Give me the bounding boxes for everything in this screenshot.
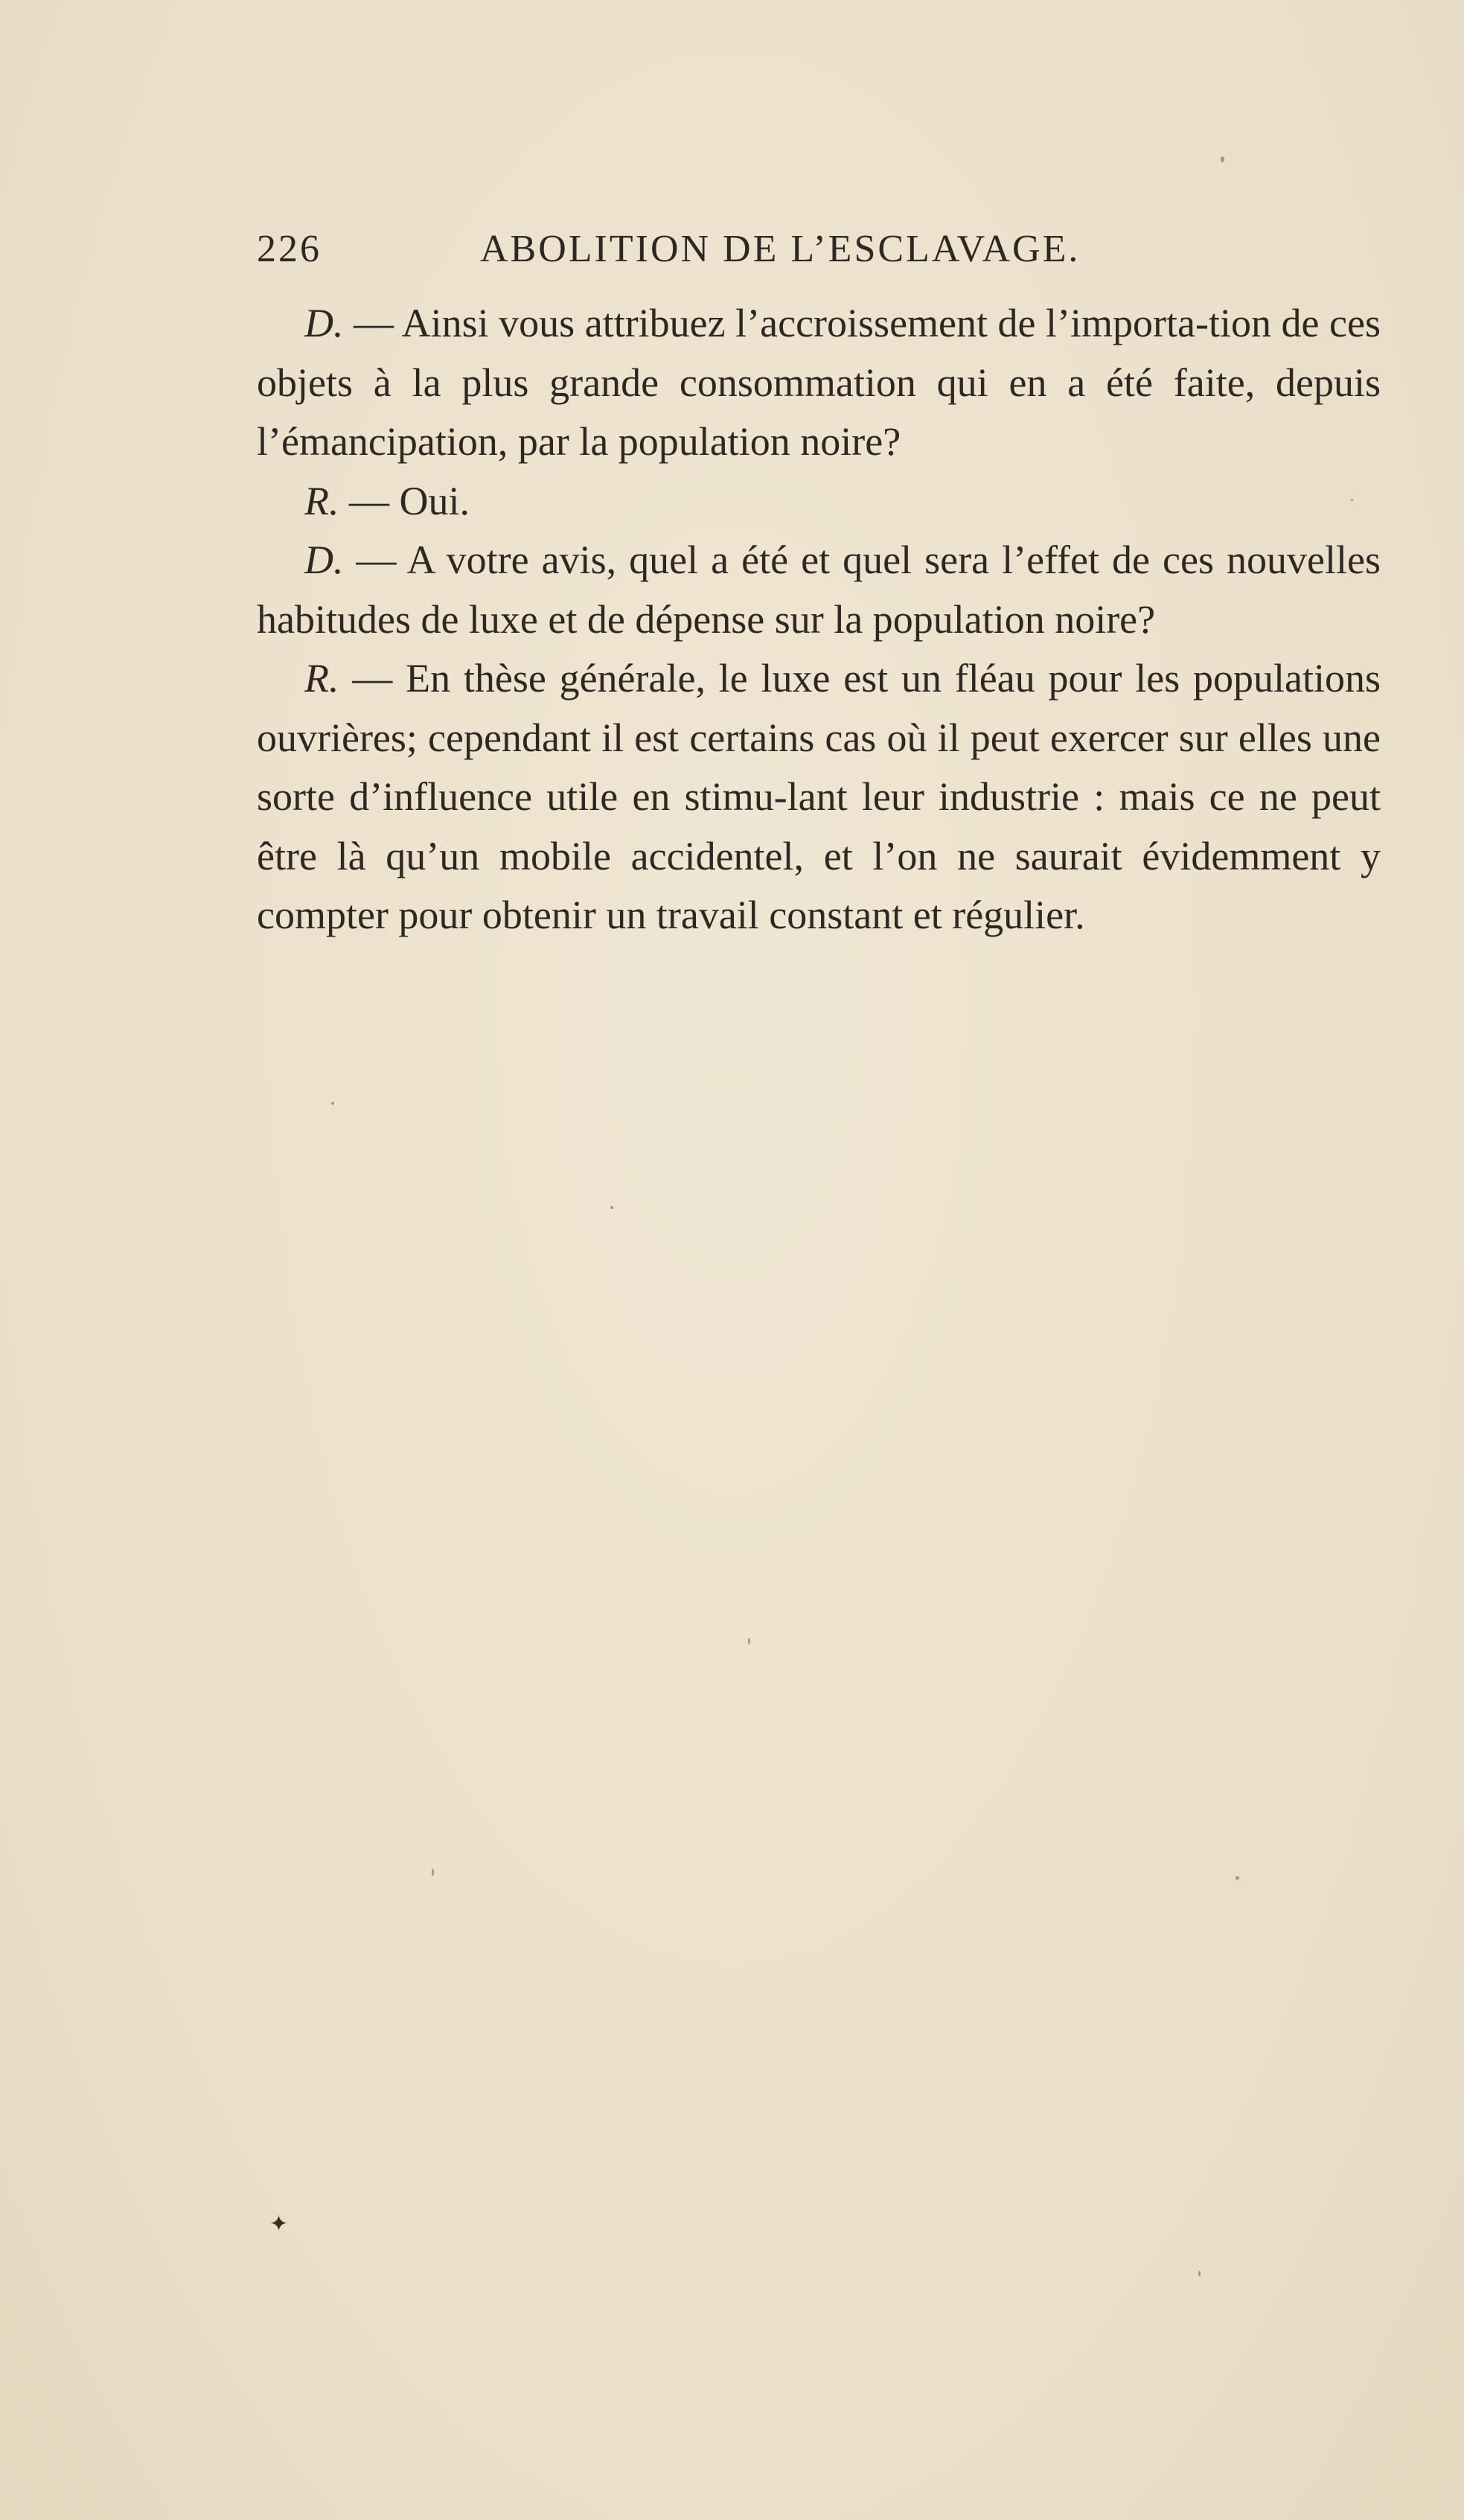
paper-speck xyxy=(1351,499,1353,501)
running-title: ABOLITION DE L’ESCLAVAGE. xyxy=(480,228,1081,270)
page-header xyxy=(257,227,1180,287)
paragraph-text: Oui. xyxy=(399,478,470,523)
paragraph-question-2 xyxy=(257,531,1381,649)
dash: — xyxy=(339,656,406,701)
paper-speck xyxy=(748,1638,750,1645)
speaker-label: R. xyxy=(304,478,339,523)
paragraph-answer-2 xyxy=(257,649,1381,945)
body-text xyxy=(257,294,1381,945)
paragraph-text: A votre avis, quel a été et quel sera l’effet de ces nouvelles habitudes de luxe et de dépense sur la population noire? xyxy=(257,538,1381,642)
paper-speck xyxy=(610,1206,613,1209)
page-number: 226 xyxy=(257,228,322,270)
paragraph-question-1 xyxy=(257,294,1381,472)
paper-speck xyxy=(1236,1876,1239,1880)
paragraph-text: Ainsi vous attribuez l’accroissement de l’importa-tion de ces objets à la plus grande consommation qui en a été faite, depuis l’émancipation, par la population noire? xyxy=(257,301,1381,464)
paper-speck xyxy=(432,1869,434,1876)
paragraph-text: En thèse générale, le luxe est un fléau pour les populations ouvrières; cependant il est certains cas où il peut exercer sur elles une sorte d’influence utile en stimu-lant leur industrie : mais ce ne peut être là qu’un mobile accidentel, et l’on ne saurait évidemment y compter pour obtenir un travail constant et régulier. xyxy=(257,656,1381,937)
paper-speck xyxy=(1198,2271,1201,2277)
paragraph-answer-1 xyxy=(257,472,1381,532)
speaker-label: R. xyxy=(304,656,339,701)
dash: — xyxy=(343,301,402,345)
paper-speck xyxy=(1221,156,1224,162)
paper-speck xyxy=(331,1102,334,1105)
dash: — xyxy=(343,538,407,582)
printer-ornament-icon: ✦ xyxy=(269,2211,289,2237)
speaker-label: D. xyxy=(304,538,344,582)
dash: — xyxy=(339,478,400,523)
speaker-label: D. xyxy=(304,301,344,345)
